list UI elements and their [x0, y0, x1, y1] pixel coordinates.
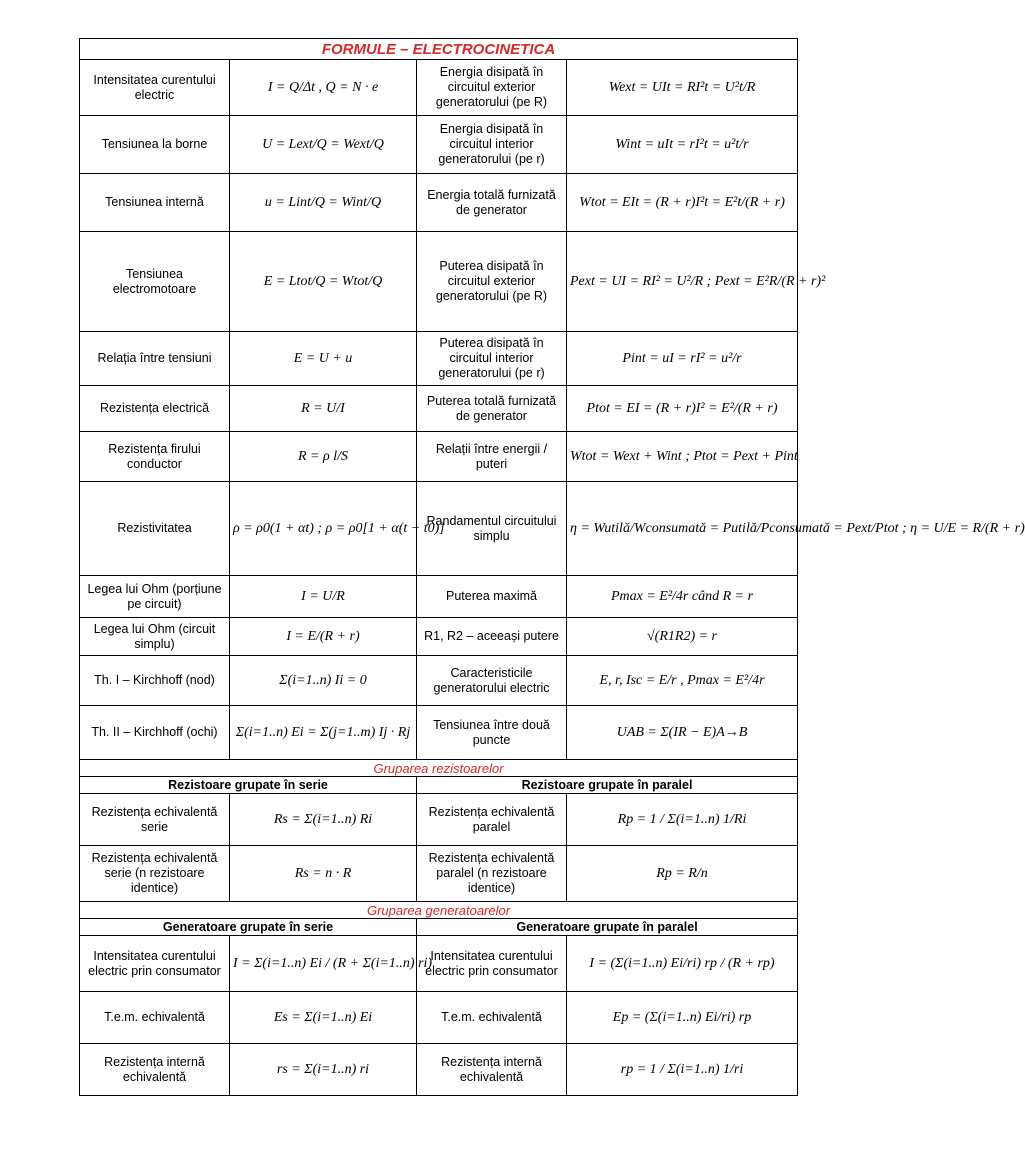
formula: Pint = uI = rI² = u²/r — [567, 332, 798, 386]
formula: Σ(i=1..n) Ii = 0 — [230, 656, 417, 706]
formula: u = Lint/Q = Wint/Q — [230, 174, 417, 232]
formula-row — [80, 60, 798, 116]
quantity-label: Energia totală furnizată de generator — [417, 174, 567, 232]
resistor-group-section-row — [80, 760, 798, 777]
formula: rp = 1 / Σ(i=1..n) 1/ri — [567, 1044, 798, 1096]
formula: E = U + u — [230, 332, 417, 386]
resistor-group-parallel-header: Rezistoare grupate în paralel — [417, 777, 798, 794]
formula-row — [80, 232, 798, 332]
formula-row — [80, 618, 798, 656]
formula-row — [80, 332, 798, 386]
formula: E = Ltot/Q = Wtot/Q — [230, 232, 417, 332]
page-title: FORMULE – ELECTROCINETICA — [80, 39, 798, 60]
quantity-label: Th. II – Kirchhoff (ochi) — [80, 706, 230, 760]
quantity-label: Puterea disipată în circuitul interior generatorului (pe r) — [417, 332, 567, 386]
formula: I = U/R — [230, 576, 417, 618]
formula-row — [80, 386, 798, 432]
formula: Rs = Σ(i=1..n) Ri — [230, 794, 417, 846]
resistor-group-series-header: Rezistoare grupate în serie — [80, 777, 417, 794]
formula: Wext = UIt = RI²t = U²t/R — [567, 60, 798, 116]
generator-row — [80, 992, 798, 1044]
formula: ρ = ρ0(1 + αt) ; ρ = ρ0[1 + α(t − t0)] — [230, 482, 417, 576]
quantity-label: Rezistența echivalentă paralel — [417, 794, 567, 846]
generator-group-parallel-header: Generatoare grupate în paralel — [417, 919, 798, 936]
formula: Pmax = E²/4r când R = r — [567, 576, 798, 618]
quantity-label: Tensiunea electromotoare — [80, 232, 230, 332]
formula: Rp = R/n — [567, 846, 798, 902]
generator-row — [80, 936, 798, 992]
formula: η = Wutilă/Wconsumată = Putilă/Pconsumată = Pext/Ptot ; η = U/E = R/(R + r) — [567, 482, 798, 576]
formula: UAB = Σ(IR − E)A→B — [567, 706, 798, 760]
quantity-label: T.e.m. echivalentă — [417, 992, 567, 1044]
quantity-label: Th. I – Kirchhoff (nod) — [80, 656, 230, 706]
formula: Wint = uIt = rI²t = u²t/r — [567, 116, 798, 174]
quantity-label: Relația între tensiuni — [80, 332, 230, 386]
quantity-label: Puterea totală furnizată de generator — [417, 386, 567, 432]
quantity-label: Intensitatea curentului electric prin consumator — [417, 936, 567, 992]
quantity-label: R1, R2 – aceeași putere — [417, 618, 567, 656]
formula: Wtot = Wext + Wint ; Ptot = Pext + Pint — [567, 432, 798, 482]
formula: rs = Σ(i=1..n) ri — [230, 1044, 417, 1096]
formula: R = U/I — [230, 386, 417, 432]
quantity-label: Caracteristicile generatorului electric — [417, 656, 567, 706]
generator-group-section-title: Gruparea generatoarelor — [80, 902, 798, 919]
formula: Wtot = EIt = (R + r)I²t = E²t/(R + r) — [567, 174, 798, 232]
quantity-label: Rezistența internă echivalentă — [80, 1044, 230, 1096]
quantity-label: Energia disipată în circuitul exterior generatorului (pe R) — [417, 60, 567, 116]
quantity-label: Rezistivitatea — [80, 482, 230, 576]
quantity-label: Rezistența echivalentă serie (n rezistoare identice) — [80, 846, 230, 902]
formula: √(R1R2) = r — [567, 618, 798, 656]
resistor-group-header-row — [80, 777, 798, 794]
resistor-row — [80, 846, 798, 902]
formula: U = Lext/Q = Wext/Q — [230, 116, 417, 174]
quantity-label: Randamentul circuitului simplu — [417, 482, 567, 576]
generator-row — [80, 1044, 798, 1096]
quantity-label: Legea lui Ohm (circuit simplu) — [80, 618, 230, 656]
quantity-label: Rezistența echivalentă paralel (n rezistoare identice) — [417, 846, 567, 902]
formula: I = E/(R + r) — [230, 618, 417, 656]
quantity-label: Energia disipată în circuitul interior generatorului (pe r) — [417, 116, 567, 174]
quantity-label: Puterea disipată în circuitul exterior generatorului (pe R) — [417, 232, 567, 332]
formula: R = ρ l/S — [230, 432, 417, 482]
quantity-label: Relații între energii / puteri — [417, 432, 567, 482]
quantity-label: Tensiunea între două puncte — [417, 706, 567, 760]
formula-row — [80, 432, 798, 482]
formula-row — [80, 706, 798, 760]
formula: Σ(i=1..n) Ei = Σ(j=1..m) Ij · Rj — [230, 706, 417, 760]
formula: Pext = UI = RI² = U²/R ; Pext = E²R/(R + r)² — [567, 232, 798, 332]
formula: Ptot = EI = (R + r)I² = E²/(R + r) — [567, 386, 798, 432]
quantity-label: Rezistența electrică — [80, 386, 230, 432]
formula: E, r, Isc = E/r , Pmax = E²/4r — [567, 656, 798, 706]
formula-row — [80, 116, 798, 174]
formula-row — [80, 576, 798, 618]
quantity-label: Puterea maximă — [417, 576, 567, 618]
formula-table-body — [80, 39, 1025, 1096]
formula: I = Σ(i=1..n) Ei / (R + Σ(i=1..n) ri) — [230, 936, 417, 992]
formula: Es = Σ(i=1..n) Ei — [230, 992, 417, 1044]
formula-table — [79, 38, 1025, 1096]
formula-row — [80, 174, 798, 232]
formula-sheet — [79, 38, 1025, 1096]
formula: I = (Σ(i=1..n) Ei/ri) rp / (R + rp) — [567, 936, 798, 992]
resistor-group-section-title: Gruparea rezistoarelor — [80, 760, 798, 777]
formula: I = Q/Δt , Q = N · e — [230, 60, 417, 116]
generator-group-section-row — [80, 902, 798, 919]
quantity-label: Tensiunea la borne — [80, 116, 230, 174]
formula: Rs = n · R — [230, 846, 417, 902]
quantity-label: Rezistența firului conductor — [80, 432, 230, 482]
formula: Rp = 1 / Σ(i=1..n) 1/Ri — [567, 794, 798, 846]
quantity-label: Tensiunea internă — [80, 174, 230, 232]
formula: Ep = (Σ(i=1..n) Ei/ri) rp — [567, 992, 798, 1044]
resistor-row — [80, 794, 798, 846]
generator-group-series-header: Generatoare grupate în serie — [80, 919, 417, 936]
formula-row — [80, 656, 798, 706]
quantity-label: Intensitatea curentului electric — [80, 60, 230, 116]
generator-group-header-row — [80, 919, 798, 936]
quantity-label: Rezistența echivalentă serie — [80, 794, 230, 846]
formula-row — [80, 482, 798, 576]
quantity-label: Legea lui Ohm (porțiune pe circuit) — [80, 576, 230, 618]
quantity-label: Intensitatea curentului electric prin consumator — [80, 936, 230, 992]
quantity-label: T.e.m. echivalentă — [80, 992, 230, 1044]
quantity-label: Rezistența internă echivalentă — [417, 1044, 567, 1096]
